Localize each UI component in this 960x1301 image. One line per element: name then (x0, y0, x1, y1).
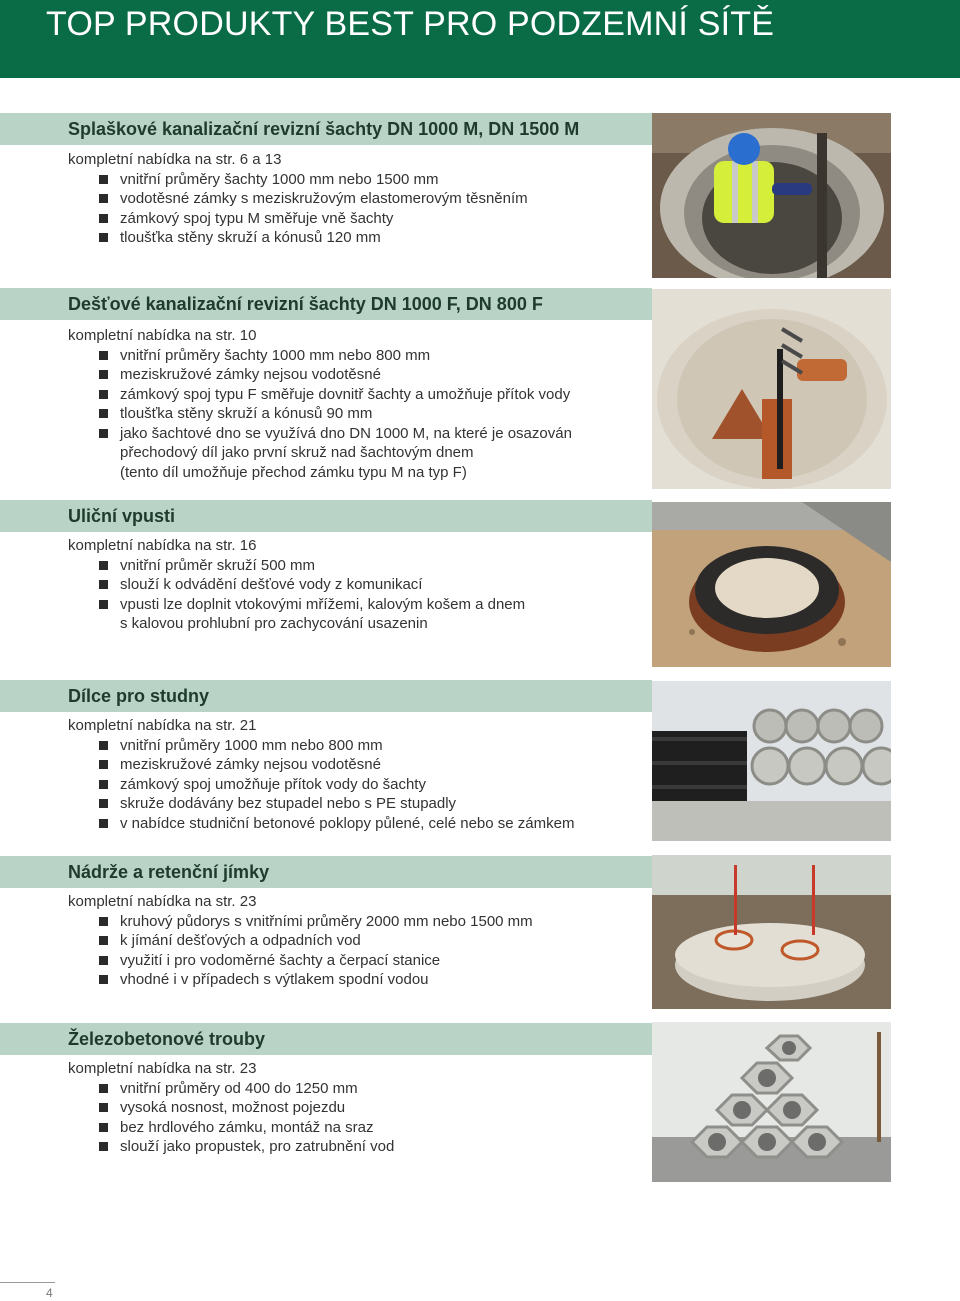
list-item-text: k jímání dešťových a odpadních vod (120, 932, 361, 949)
list-item-text: tloušťka stěny skruží a kónusů 120 mm (120, 229, 381, 246)
section-body (68, 326, 648, 482)
bullet-square-icon (99, 1142, 108, 1151)
list-item-text: meziskružové zámky nejsou vodotěsné (120, 756, 381, 773)
list-item (68, 931, 648, 951)
section-title: Uliční vpusti (68, 506, 176, 526)
list-item (68, 755, 648, 775)
list-item (68, 736, 648, 756)
bullet-square-icon (99, 799, 108, 808)
bullet-list (68, 912, 648, 990)
section-title: Nádrže a retenční jímky (68, 862, 270, 882)
bullet-square-icon (99, 233, 108, 242)
section-body (68, 536, 648, 634)
section-title: Dílce pro studny (68, 686, 210, 706)
bullet-list (68, 346, 648, 483)
list-item-text: jako šachtové dno se využívá dno DN 1000 M, na které je osazován (120, 424, 572, 442)
list-item (68, 346, 648, 366)
list-item-text: vysoká nosnost, možnost pojezdu (120, 1099, 346, 1116)
list-item-text: vpusti lze doplnit vtokovými mřížemi, kalovým košem a dnem (120, 595, 526, 613)
list-item-text: vhodné i v případech s výtlakem spodní vodou (120, 971, 429, 988)
list-item (68, 1079, 648, 1099)
list-item (68, 404, 648, 424)
list-item (68, 970, 648, 990)
section-title: Splaškové kanalizační revizní šachty DN 1000 M, DN 1500 M (68, 119, 580, 139)
list-item-text: s kalovou prohlubní pro zachycování usazenin (120, 615, 428, 632)
photo-retention-tank (652, 855, 891, 1009)
catalog-reference: kompletní nabídka na str. 6 a 13 (68, 151, 282, 168)
bullet-list (68, 736, 648, 834)
catalog-reference: kompletní nabídka na str. 23 (68, 893, 257, 910)
list-item (68, 209, 648, 229)
list-item-text: zámkový spoj umožňuje přítok vody do šachty (120, 775, 426, 793)
bullet-square-icon (99, 580, 108, 589)
bullet-square-icon (99, 975, 108, 984)
section-title: Železobetonové trouby (68, 1029, 266, 1049)
bullet-square-icon (99, 780, 108, 789)
list-item-continuation (68, 443, 648, 463)
list-item-text: (tento díl umožňuje přechod zámku typu M na typ F) (120, 463, 467, 481)
bullet-square-icon (99, 600, 108, 609)
bullet-square-icon (99, 351, 108, 360)
bullet-list (68, 556, 648, 634)
list-item (68, 775, 648, 795)
list-item-text: slouží jako propustek, pro zatrubnění vod (120, 1138, 395, 1155)
list-item-continuation (68, 463, 648, 483)
bullet-square-icon (99, 741, 108, 750)
bullet-list (68, 170, 648, 248)
photo-concrete-pipes (652, 1022, 891, 1182)
list-item-text: vnitřní průměry šachty 1000 mm nebo 800 mm (120, 346, 431, 364)
list-item-text: zámkový spoj typu F směřuje dovnitř šachty a umožňuje přítok vody (120, 385, 571, 403)
bullet-square-icon (99, 390, 108, 399)
bullet-square-icon (99, 819, 108, 828)
list-item (68, 1098, 648, 1118)
section-title: Dešťové kanalizační revizní šachty DN 1000 F, DN 800 F (68, 294, 543, 314)
bullet-square-icon (99, 1123, 108, 1132)
photo-well-rings-stack (652, 681, 891, 841)
list-item (68, 1137, 648, 1157)
catalog-reference: kompletní nabídka na str. 21 (68, 717, 257, 734)
bullet-square-icon (99, 175, 108, 184)
list-item (68, 424, 648, 444)
page-title: TOP PRODUKTY BEST PRO PODZEMNÍ SÍTĚ (46, 5, 775, 43)
list-item (68, 575, 648, 595)
list-item (68, 794, 648, 814)
list-item-text: slouží k odvádění dešťové vody z komunikací (120, 576, 423, 593)
list-item-text: bez hrdlového zámku, montáž na sraz (120, 1118, 374, 1136)
bullet-square-icon (99, 429, 108, 438)
photo-manhole-interior (652, 289, 891, 489)
list-item-text: skruže dodávány bez stupadel nebo s PE stupadly (120, 795, 457, 812)
list-item (68, 951, 648, 971)
list-item-text: přechodový díl jako první skruž nad šachtovým dnem (120, 444, 474, 461)
list-item-text: vodotěsné zámky s meziskružovým elastomerovým těsněním (120, 190, 528, 207)
bullet-square-icon (99, 917, 108, 926)
list-item-text: využití i pro vodoměrné šachty a čerpací stanice (120, 951, 441, 969)
list-item (68, 385, 648, 405)
bullet-square-icon (99, 370, 108, 379)
list-item-text: tloušťka stěny skruží a kónusů 90 mm (120, 405, 373, 422)
bullet-square-icon (99, 409, 108, 418)
list-item (68, 556, 648, 576)
catalog-reference: kompletní nabídka na str. 16 (68, 537, 257, 554)
list-item-continuation (68, 614, 648, 634)
bullet-square-icon (99, 1103, 108, 1112)
list-item-text: kruhový půdorys s vnitřními průměry 2000 mm nebo 1500 mm (120, 912, 533, 930)
bullet-square-icon (99, 760, 108, 769)
photo-worker-in-manhole (652, 113, 891, 278)
list-item-text: vnitřní průměry 1000 mm nebo 800 mm (120, 736, 383, 754)
bullet-square-icon (99, 214, 108, 223)
list-item-text: zámkový spoj typu M směřuje vně šachty (120, 209, 394, 227)
list-item-text: vnitřní průměry od 400 do 1250 mm (120, 1079, 358, 1097)
list-item (68, 1118, 648, 1138)
page-number: 4 (46, 1286, 53, 1300)
footer-rule (0, 1282, 55, 1283)
section-body (68, 716, 648, 833)
bullet-square-icon (99, 194, 108, 203)
bullet-square-icon (99, 1084, 108, 1093)
photo-street-gully (652, 502, 891, 667)
list-item (68, 912, 648, 932)
list-item-text: vnitřní průměry šachty 1000 mm nebo 1500 mm (120, 170, 439, 188)
section-body (68, 892, 648, 990)
catalog-reference: kompletní nabídka na str. 10 (68, 327, 257, 344)
list-item (68, 189, 648, 209)
list-item (68, 365, 648, 385)
bullet-square-icon (99, 561, 108, 570)
catalog-reference: kompletní nabídka na str. 23 (68, 1060, 257, 1077)
list-item (68, 814, 648, 834)
list-item (68, 170, 648, 190)
section-body (68, 1059, 648, 1157)
bullet-square-icon (99, 956, 108, 965)
list-item-text: meziskružové zámky nejsou vodotěsné (120, 366, 381, 383)
section-body (68, 150, 648, 248)
bullet-list (68, 1079, 648, 1157)
bullet-square-icon (99, 936, 108, 945)
list-item-text: vnitřní průměr skruží 500 mm (120, 556, 316, 574)
list-item-text: v nabídce studniční betonové poklopy půlené, celé nebo se zámkem (120, 814, 575, 832)
list-item (68, 228, 648, 248)
list-item (68, 595, 648, 615)
